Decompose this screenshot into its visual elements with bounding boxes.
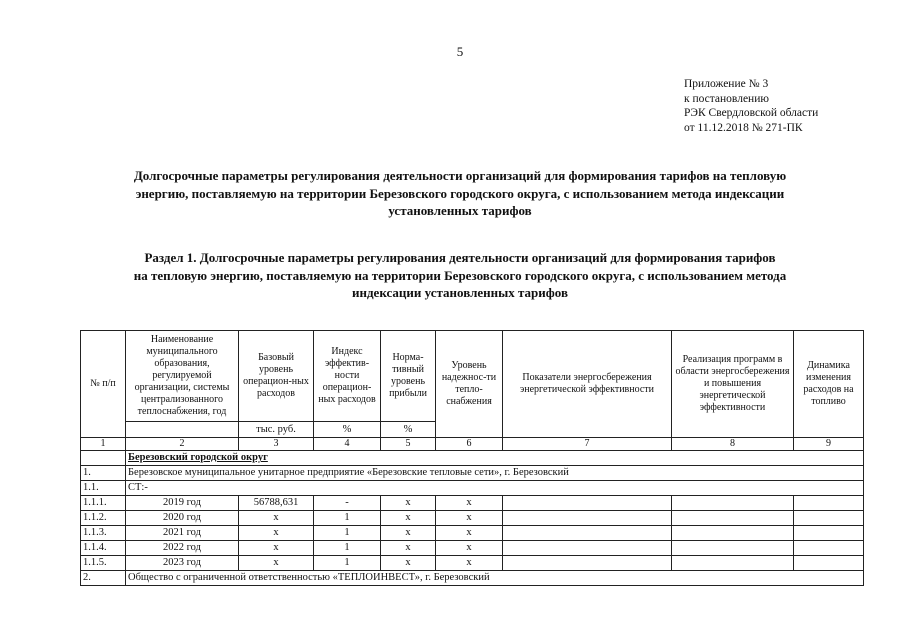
row-efficiency-index: 1 — [314, 526, 381, 541]
table-cell — [794, 496, 864, 511]
system-name: СТ:- — [126, 481, 864, 496]
row-profit-level: х — [381, 526, 436, 541]
org-row — [81, 571, 864, 586]
table-cell — [672, 496, 794, 511]
row-efficiency-index: 1 — [314, 541, 381, 556]
table-row — [81, 496, 864, 511]
appendix-line: от 11.12.2018 № 271-ПК — [684, 121, 803, 134]
row-num: 1.1.4. — [81, 541, 126, 556]
row-year: 2019 год — [126, 496, 239, 511]
header-profit-level: Норма-тивный уровень прибыли — [381, 331, 436, 422]
table-cell — [672, 526, 794, 541]
column-number: 3 — [239, 438, 314, 451]
table-cell — [794, 541, 864, 556]
row-num: 1.1. — [81, 481, 126, 496]
table-cell — [503, 496, 672, 511]
header-reliability: Уровень надежнос-ти тепло-снабжения — [436, 331, 503, 438]
appendix-line: РЭК Свердловской области — [684, 107, 819, 119]
row-year: 2020 год — [126, 511, 239, 526]
row-num: 1.1.5. — [81, 556, 126, 571]
table-cell — [672, 511, 794, 526]
row-num: 1.1.3. — [81, 526, 126, 541]
row-profit-level: х — [381, 511, 436, 526]
header-fuel-dynamics: Динамика изменения расходов на топливо — [794, 331, 864, 438]
system-row — [81, 481, 864, 496]
table-row — [81, 511, 864, 526]
section-title — [60, 249, 860, 302]
row-num: 2. — [81, 571, 126, 586]
org-row — [81, 466, 864, 481]
row-reliability: х — [436, 556, 503, 571]
parameters-table — [80, 330, 864, 586]
table-cell — [794, 556, 864, 571]
row-num: 1. — [81, 466, 126, 481]
column-number: 4 — [314, 438, 381, 451]
header-energy-saving: Показатели энергосбережения энергетической эффективности — [503, 331, 672, 438]
row-year: 2021 год — [126, 526, 239, 541]
column-number: 9 — [794, 438, 864, 451]
row-num: 1.1.1. — [81, 496, 126, 511]
header-num: № п/п — [81, 331, 126, 438]
row-reliability: х — [436, 541, 503, 556]
table-cell — [503, 511, 672, 526]
table-cell — [81, 451, 126, 466]
table-cell — [794, 511, 864, 526]
section-line: на тепловую энергию, поставляемую на территории Березовского городского округа, с использованием метода — [133, 267, 787, 283]
section-line: Раздел 1. Долгосрочные параметры регулирования деятельности организаций для формирования тарифов — [144, 250, 776, 265]
section-line: индексации установленных тарифов — [352, 285, 568, 300]
header-programs: Реализация программ в области энергосбережения и повышения энергетической эффективности — [672, 331, 794, 438]
section-row — [81, 451, 864, 466]
table-row — [81, 526, 864, 541]
row-year: 2022 год — [126, 541, 239, 556]
column-number: 2 — [126, 438, 239, 451]
column-number: 8 — [672, 438, 794, 451]
table-cell — [672, 541, 794, 556]
row-reliability: х — [436, 496, 503, 511]
table-cell — [503, 556, 672, 571]
unit-empty — [126, 422, 239, 438]
column-numbers-row — [81, 438, 864, 451]
table-cell — [672, 556, 794, 571]
title-line: установленных тарифов — [388, 203, 532, 218]
row-reliability: х — [436, 511, 503, 526]
row-profit-level: х — [381, 541, 436, 556]
row-reliability: х — [436, 526, 503, 541]
unit-profit-level: % — [381, 422, 436, 438]
section-name: Березовский городской округ — [126, 451, 864, 466]
row-base-opex: х — [239, 511, 314, 526]
header-name: Наименование муниципального образования, регулируемой организации, системы централизованного теплоснабжения, год — [126, 331, 239, 422]
row-base-opex: х — [239, 556, 314, 571]
table-row — [81, 541, 864, 556]
header-base-opex: Базовый уровень операцион-ных расходов — [239, 331, 314, 422]
column-number: 5 — [381, 438, 436, 451]
row-efficiency-index: 1 — [314, 556, 381, 571]
org-name: Общество с ограниченной ответственностью «ТЕПЛОИНВЕСТ», г. Березовский — [126, 571, 864, 586]
row-profit-level: х — [381, 556, 436, 571]
appendix-block — [684, 77, 818, 135]
column-number: 6 — [436, 438, 503, 451]
appendix-line: к постановлению — [684, 92, 769, 105]
row-base-opex: х — [239, 541, 314, 556]
column-number: 1 — [81, 438, 126, 451]
appendix-line: Приложение № 3 — [684, 78, 769, 90]
row-efficiency-index: 1 — [314, 511, 381, 526]
table-cell — [503, 526, 672, 541]
row-base-opex: 56788,631 — [239, 496, 314, 511]
title-line: энергию, поставляемую на территории Березовского городского округа, с использованием метода индексации — [135, 185, 785, 201]
table-row — [81, 556, 864, 571]
row-profit-level: х — [381, 496, 436, 511]
row-base-opex: х — [239, 526, 314, 541]
row-year: 2023 год — [126, 556, 239, 571]
table-cell — [794, 526, 864, 541]
column-number: 7 — [503, 438, 672, 451]
row-num: 1.1.2. — [81, 511, 126, 526]
unit-base-opex: тыс. руб. — [239, 422, 314, 438]
unit-efficiency-index: % — [314, 422, 381, 438]
title-line: Долгосрочные параметры регулирования деятельности организаций для формирования тарифов на тепловую — [133, 168, 787, 183]
table-cell — [503, 541, 672, 556]
org-name: Березовское муниципальное унитарное предприятие «Березовские тепловые сети», г. Березовский — [126, 466, 864, 481]
row-efficiency-index: - — [314, 496, 381, 511]
page-number: 5 — [456, 44, 464, 59]
header-efficiency-index: Индекс эффектив-ности операцион-ных расходов — [314, 331, 381, 422]
document-title — [60, 167, 860, 220]
